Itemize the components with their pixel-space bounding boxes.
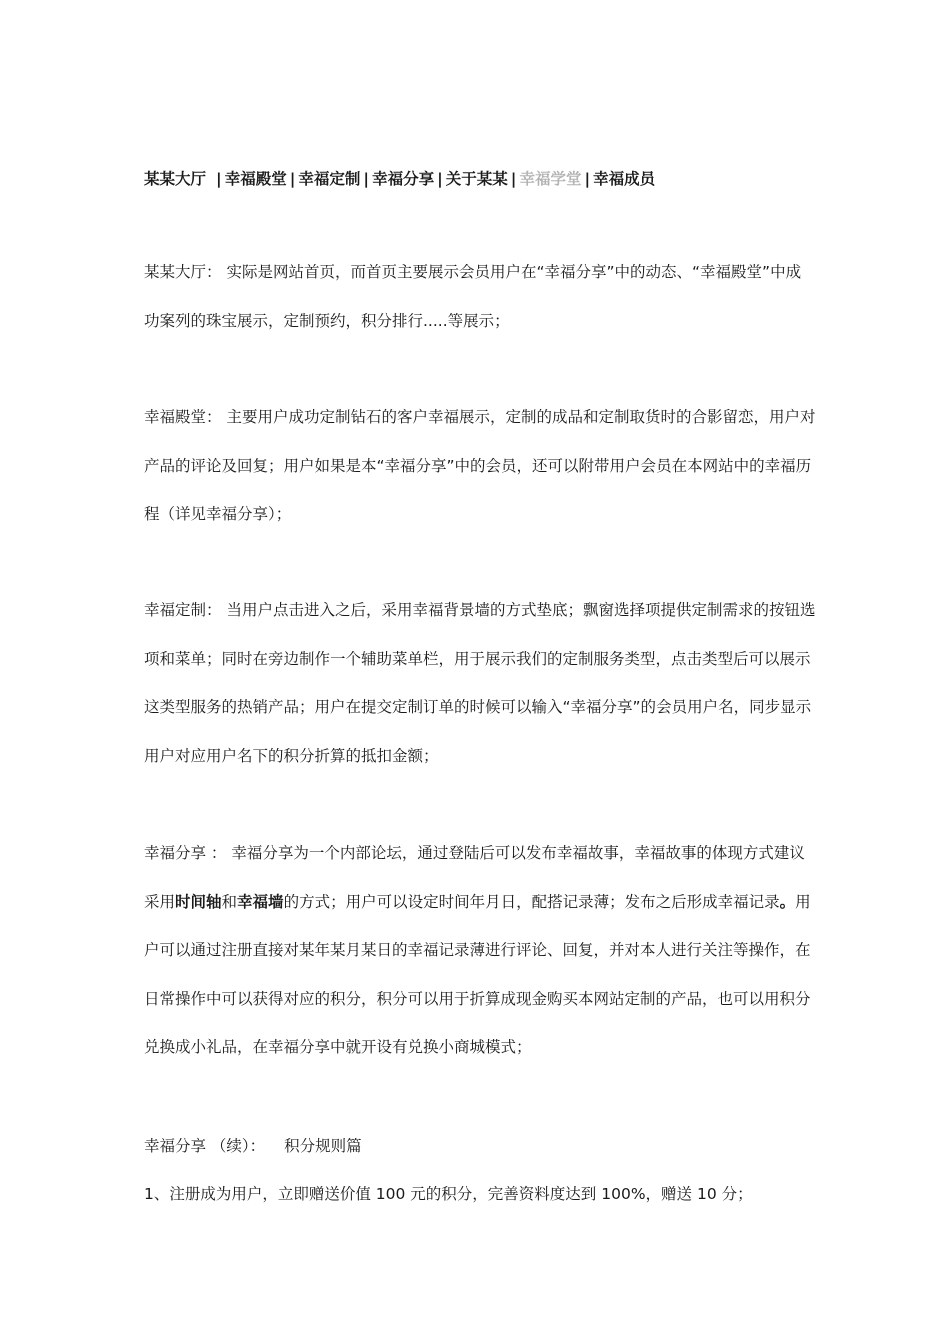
section-share-bold-period: 。: [779, 892, 796, 911]
section-share-text-d: 用户可以通过注册直接对某年某月某日的幸福记录薄进行评论、回复，并对本人进行关注等操作，在日常操作中可以获得对应的积分，积分可以用于折算成现金购买本网站定制的产品，也可以用积分兑换成小礼品，在幸福分享中就开设有兑换小商城模式；: [144, 892, 811, 1056]
nav-item-about[interactable]: 关于某某: [445, 170, 508, 188]
section-hall: [144, 248, 816, 345]
nav-separator: |: [510, 170, 517, 188]
section-share: [144, 829, 816, 1072]
section-palace-text: 主要用户成功定制钻石的客户幸福展示，定制的成品和定制取货时的合影留恋，用户对产品的评论及回复；用户如果是本“幸福分享”中的会员，还可以附带用户会员在本网站中的幸福历程（详见幸福分享）；: [144, 408, 816, 523]
nav-item-school[interactable]: 幸福学堂: [519, 170, 582, 188]
rule-item-1: 1、注册成为用户，立即赠送价值 100 元的积分，完善资料度达到 100%，赠送 10 分；: [144, 1185, 753, 1203]
nav-item-palace[interactable]: 幸福殿堂: [224, 170, 287, 188]
section-palace: [144, 393, 816, 539]
nav-separator: |: [216, 170, 222, 188]
section-share-label: 幸福分享 ：: [144, 844, 227, 862]
nav-separator: |: [437, 170, 443, 188]
nav-item-hall[interactable]: 某某大厅: [144, 170, 207, 188]
nav-separator: |: [363, 170, 370, 188]
nav-item-members[interactable]: 幸福成员: [593, 170, 656, 188]
nav-bar: [144, 168, 655, 190]
nav-separator: |: [289, 170, 296, 188]
section-hall-label: 某某大厅：: [144, 263, 222, 281]
section-share-text-b: 和: [221, 892, 238, 911]
nav-item-share[interactable]: 幸福分享: [372, 170, 435, 188]
section-custom-text: 当用户点击进入之后，采用幸福背景墙的方式垫底；飘窗选择项提供定制需求的按钮选项和菜单；同时在旁边制作一个辅助菜单栏，用于展示我们的定制服务类型，点击类型后可以展示这类型服务的热销产品；用户在提交定制订单的时候可以输入“幸福分享”的会员用户名，同步显示用户对应用户名下的积分折算的抵扣金额；: [144, 601, 816, 765]
section-share-bold-wall: 幸福墙: [237, 892, 284, 911]
section-share-bold-timeline: 时间轴: [175, 892, 222, 911]
nav-separator: |: [584, 170, 591, 188]
section-hall-text: 实际是网站首页，而首页主要展示会员用户在“幸福分享”中的动态、“幸福殿堂”中成功案列的珠宝展示，定制预约，积分排行.....等展示；: [144, 263, 802, 330]
section-share-text-a: 幸福分享为一个内部论坛，通过登陆后可以发布幸福故事，幸福故事的体现方式建议采用: [144, 844, 805, 911]
section-share-cont-title: 积分规则篇: [284, 1137, 362, 1155]
section-custom: [144, 586, 816, 780]
section-share-cont-heading: [144, 1135, 362, 1157]
section-palace-label: 幸福殿堂：: [144, 408, 222, 426]
section-custom-label: 幸福定制：: [144, 601, 222, 619]
nav-item-custom[interactable]: 幸福定制: [298, 170, 361, 188]
section-share-text-c: 的方式；用户可以设定时间年月日，配搭记录薄；发布之后形成幸福记录: [283, 892, 780, 911]
section-share-cont-label: 幸福分享 （续）：: [144, 1137, 266, 1155]
